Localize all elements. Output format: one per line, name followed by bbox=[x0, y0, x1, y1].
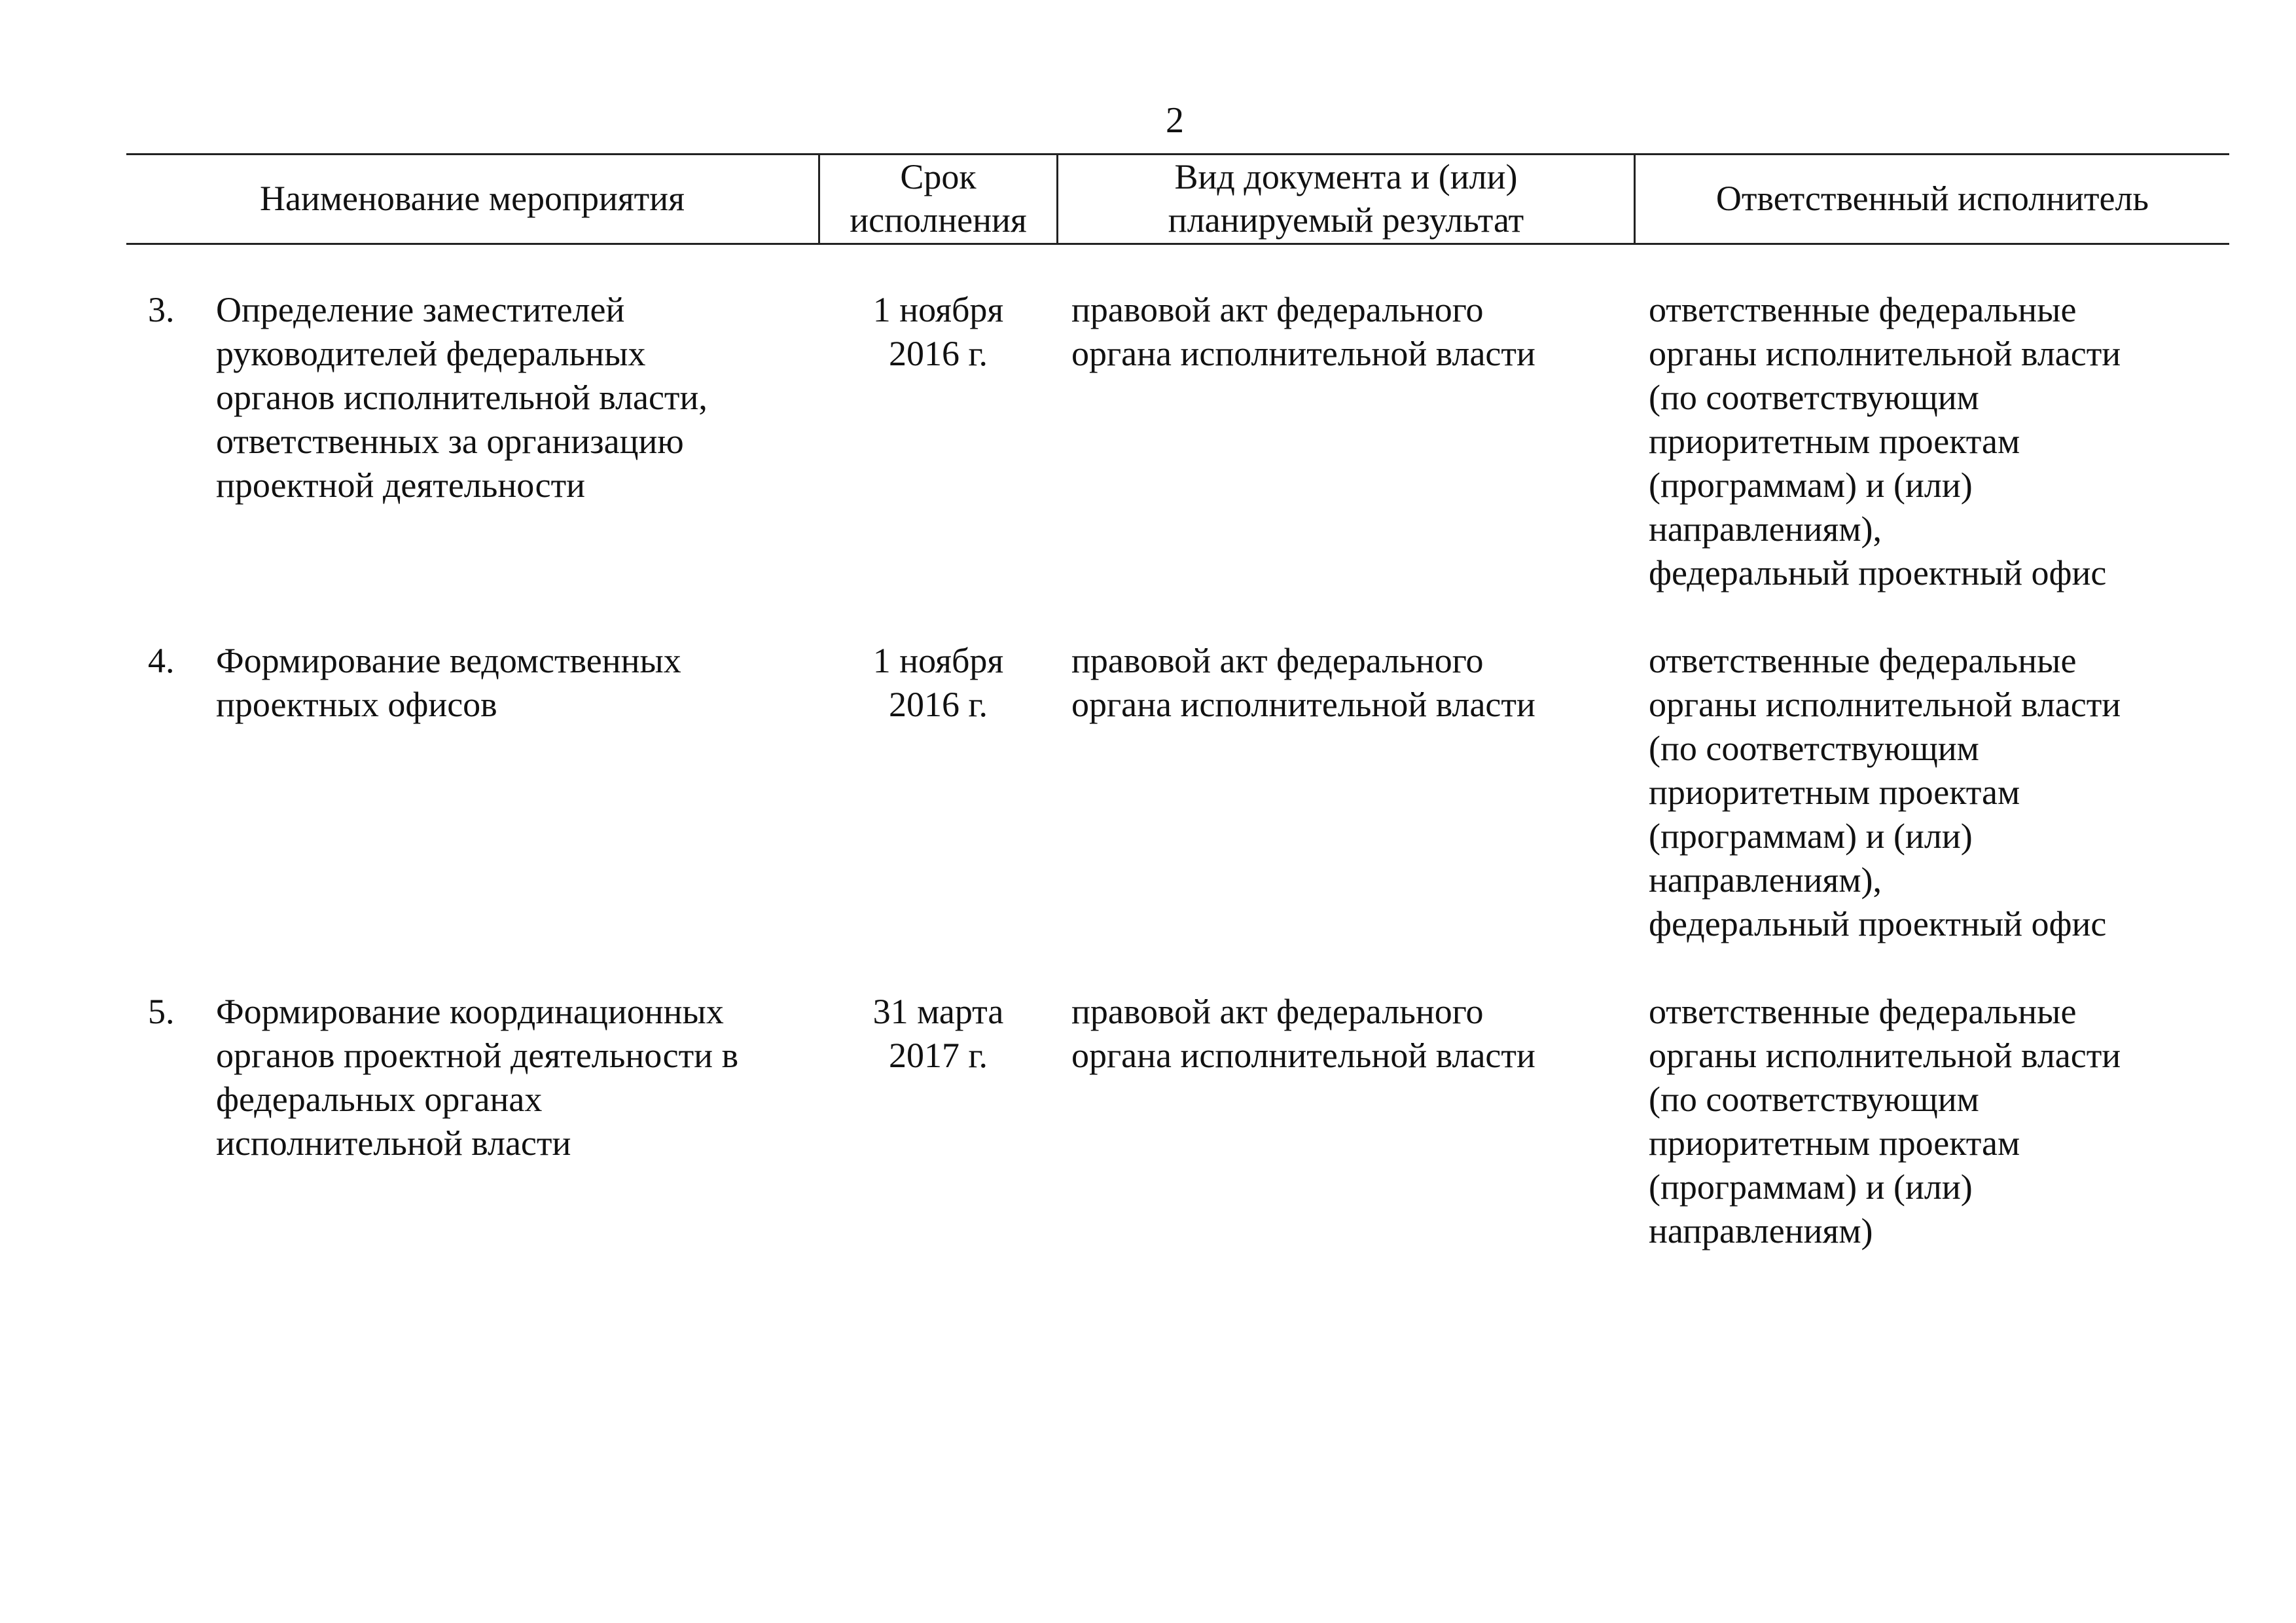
header-term bbox=[820, 154, 1056, 243]
header-responsible bbox=[1636, 154, 2229, 243]
row-name: Формирование координационных органов проектной деятельности в федеральных органах исполнительной власти bbox=[216, 992, 739, 1163]
row-name: Формирование ведомственных проектных офисов bbox=[216, 641, 681, 724]
page-number: 2 bbox=[1166, 100, 1184, 141]
row-number: 5. bbox=[148, 992, 175, 1031]
header-name-label: Наименование мероприятия bbox=[259, 179, 685, 218]
header-document-label: Вид документа и (или) планируемый результат bbox=[1168, 157, 1524, 240]
row-document: правовой акт федерального органа исполнительной власти bbox=[1071, 992, 1535, 1075]
row-name: Определение заместителей руководителей федеральных органов исполнительной власти, ответственных за организацию проектной деятельности bbox=[216, 290, 708, 505]
row-number: 3. bbox=[148, 290, 175, 329]
row-term: 1 ноября 2016 г. bbox=[872, 290, 1004, 373]
row-term: 1 ноября 2016 г. bbox=[872, 641, 1004, 724]
row-responsible: ответственные федеральные органы исполнительной власти (по соответствующим приоритетным проектам (программам) и (или) направлениям), федеральный проектный офис bbox=[1649, 641, 2121, 943]
row-document: правовой акт федерального органа исполнительной власти bbox=[1071, 290, 1535, 373]
header-name bbox=[126, 154, 818, 243]
row-responsible: ответственные федеральные органы исполнительной власти (по соответствующим приоритетным проектам (программам) и (или) направлениям) bbox=[1649, 992, 2121, 1250]
header-term-label: Срок исполнения bbox=[850, 157, 1027, 240]
row-term: 31 марта 2017 г. bbox=[872, 992, 1004, 1075]
header-document bbox=[1058, 154, 1634, 243]
header-responsible-label: Ответственный исполнитель bbox=[1715, 179, 2149, 218]
table-header-bottom-rule bbox=[126, 243, 2229, 245]
row-document: правовой акт федерального органа исполнительной власти bbox=[1071, 641, 1535, 724]
row-number: 4. bbox=[148, 641, 175, 680]
row-responsible: ответственные федеральные органы исполнительной власти (по соответствующим приоритетным проектам (программам) и (или) направлениям), федеральный проектный офис bbox=[1649, 290, 2121, 593]
